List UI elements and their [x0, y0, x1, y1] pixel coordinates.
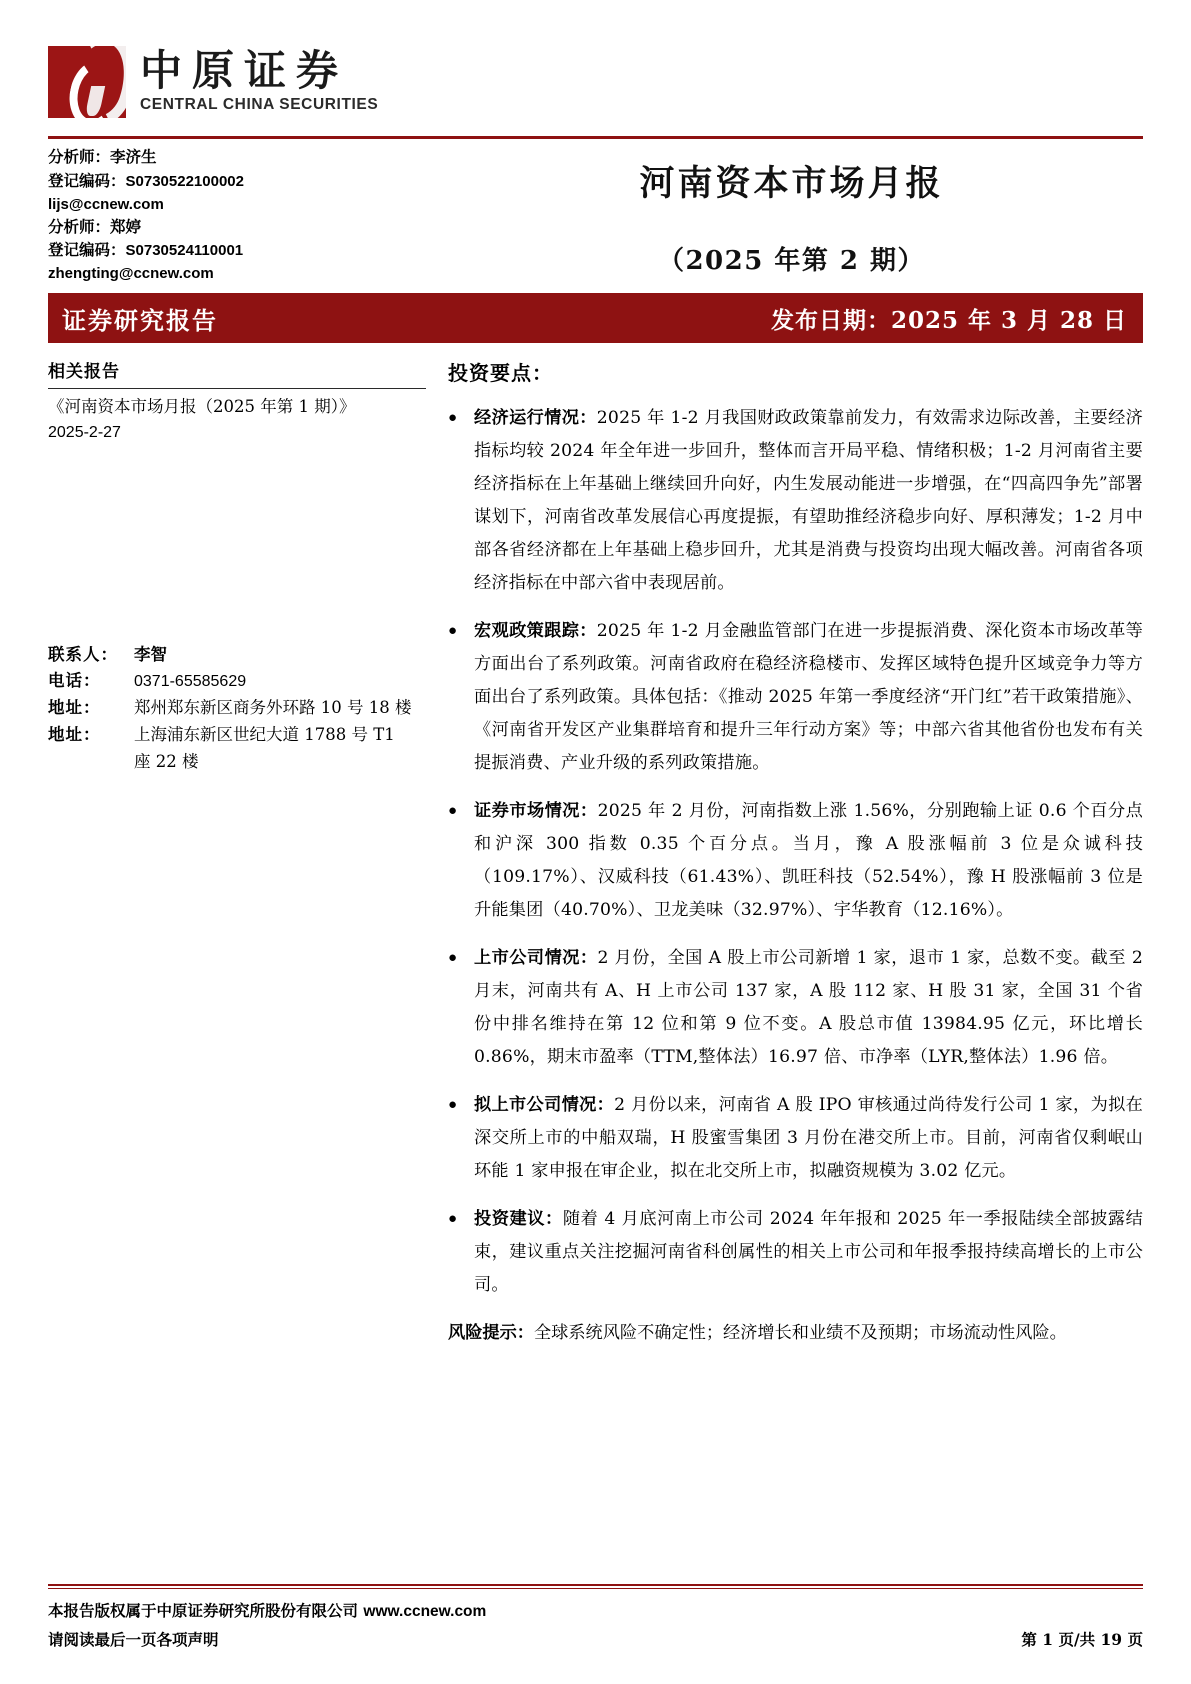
- contact-address1-row: [48, 695, 426, 722]
- contact-address1-value: 郑州郑东新区商务外环路 10 号 18 楼: [134, 698, 412, 718]
- highlight-text: [474, 1089, 1143, 1188]
- contact-address2-row: [48, 722, 426, 749]
- analyst-1-name: 李济生: [110, 147, 157, 166]
- investment-highlights-heading: 投资要点：: [448, 361, 553, 386]
- footer-disclaimer-note: 请阅读最后一页各项声明: [48, 1630, 219, 1649]
- analyst-1-code-row: [48, 170, 440, 194]
- footer-rule-thick: [48, 1584, 1143, 1586]
- footer-copyright-row: [48, 1599, 1143, 1621]
- publish-date: 发布日期：2025 年 3 月 28 日: [770, 306, 1127, 334]
- contact-phone-row: [48, 668, 426, 695]
- contact-phone-label: 电话：: [48, 671, 101, 691]
- contact-person-label: 联系人：: [48, 644, 118, 664]
- highlight-body: 2025 年 1-2 月我国财政政策靠前发力，有效需求边际改善，主要经济指标均较 2024 年全年进一步回升，整体而言开局平稳、情绪积极；1-2 月河南省主要经济指标在上年基础上继续回升向好，内生发展动能进一步增强，在“四高四争先”部署谋划下，河南省改革发展信心再度提振，有望助推经济稳步向好、厚积薄发；1-2 月中部各省经济都在上年基础上稳步回升，尤其是消费与投资均出现大幅改善。河南省各项经济指标在中部六省中表现居前。: [474, 408, 1143, 594]
- highlight-title: 拟上市公司情况：: [474, 1095, 615, 1116]
- logo-text: [140, 46, 379, 114]
- analyst-1-role: 分析师：: [48, 147, 111, 166]
- analyst-2-code-row: [48, 239, 440, 263]
- footer-copyright: 本报告版权属于中原证券研究所股份有限公司: [48, 1601, 359, 1620]
- risk-warning-body: 全球系统风险不确定性；经济增长和业绩不及预期；市场流动性风险。: [533, 1323, 1067, 1344]
- analyst-2-row: [48, 216, 440, 240]
- highlight-item: [448, 1203, 1143, 1302]
- header-rule: [48, 136, 1143, 139]
- contact-address2-continued: 座 22 楼: [134, 751, 199, 771]
- analyst-2-email[interactable]: zhengting@ccnew.com: [48, 265, 214, 283]
- bullet-dot-icon: ●: [448, 410, 458, 427]
- bullet-dot-icon: ●: [448, 803, 458, 820]
- sidebar: [48, 357, 440, 1350]
- footer-rule-thin: [48, 1588, 1143, 1589]
- highlight-title: 经济运行情况：: [474, 408, 597, 429]
- highlight-item: [448, 1089, 1143, 1188]
- risk-warning-title: 风险提示：: [448, 1323, 534, 1344]
- contact-address2-label: 地址：: [48, 724, 101, 744]
- company-logo: [48, 46, 378, 118]
- analyst-1-email[interactable]: lijs@ccnew.com: [48, 195, 164, 213]
- related-reports-heading: 相关报告: [48, 362, 120, 383]
- contact-address2-value: 上海浦东新区世纪大道 1788 号 T1: [134, 724, 395, 744]
- analyst-2-role: 分析师：: [48, 216, 111, 236]
- highlight-item: [448, 615, 1143, 780]
- bullet-dot-icon: ●: [448, 1097, 458, 1114]
- analyst-2-code: S0730524110001: [125, 242, 244, 260]
- masthead: [48, 0, 1143, 130]
- highlight-body: 随着 4 月底河南上市公司 2024 年年报和 2025 年一季报陆续全部披露结束，建议重点关注挖掘河南省科创属性的相关上市公司和年报季报持续高增长的上市公司。: [474, 1209, 1143, 1296]
- bullet-dot-icon: ●: [448, 1211, 458, 1228]
- highlight-title: 证券市场情况：: [474, 801, 598, 822]
- highlight-text: [474, 402, 1143, 600]
- analyst-block: [48, 146, 440, 285]
- identity-row: [48, 146, 1143, 285]
- page-footer: [48, 1584, 1143, 1650]
- contact-person-row: [48, 642, 426, 669]
- highlight-title: 投资建议：: [474, 1209, 563, 1230]
- analyst-1-code: S0730522100002: [125, 172, 244, 190]
- highlight-title: 宏观政策跟踪：: [474, 621, 597, 642]
- highlight-body: 2 月份，全国 A 股上市公司新增 1 家，退市 1 家，总数不变。截至 2 月末，河南共有 A、H 上市公司 137 家，A 股 112 家、H 股 31 家，全国 31 个省份中排名维持在第 12 位和第 9 位不变。A 股总市值 13984.95 亿元，环比增长 0.86%，期末市盈率（TTM,整体法）16.97 倍、市净率（LYR,整体法）1.96 倍。: [474, 948, 1144, 1068]
- logo-name-en: CENTRAL CHINA SECURITIES: [140, 95, 379, 113]
- risk-warning: [448, 1317, 1143, 1350]
- highlight-title: 上市公司情况：: [474, 948, 598, 969]
- footer-bottom-row: [48, 1628, 1143, 1650]
- sidebar-divider: [48, 388, 426, 389]
- highlight-text: [474, 795, 1143, 927]
- related-report-link[interactable]: 《河南资本市场月报（2025 年第 1 期）》: [48, 397, 356, 417]
- highlight-item: [448, 795, 1143, 927]
- logo-name-cn: 中原证券: [140, 46, 349, 96]
- title-block: [440, 146, 1143, 277]
- analyst-1-code-label: 登记编码：: [48, 170, 126, 190]
- bullet-dot-icon: ●: [448, 623, 458, 640]
- analyst-2-code-label: 登记编码：: [48, 240, 126, 260]
- highlight-item: [448, 942, 1143, 1074]
- analyst-1-row: [48, 146, 440, 170]
- highlight-body: 2025 年 2 月份，河南指数上涨 1.56%，分别跑输上证 0.6 个百分点和沪深 300 指数 0.35 个百分点。当月，豫 A 股涨幅前 3 位是众诚科技（109.17%）、汉威科技（61.43%）、凯旺科技（52.54%），豫 H 股涨幅前 3 位是升能集团（40.70%）、卫龙美味（32.97%）、宇华教育（12.16%）。: [474, 801, 1143, 921]
- footer-url[interactable]: www.ccnew.com: [363, 1603, 487, 1620]
- report-type-band: [48, 293, 1143, 343]
- contact-person-name: 李智: [134, 644, 167, 664]
- page-title: 河南资本市场月报: [639, 163, 944, 204]
- issue-number: （2025 年第 2 期）: [657, 246, 926, 276]
- main-column: [440, 357, 1143, 1350]
- highlight-body: 2025 年 1-2 月金融监管部门在进一步提振消费、深化资本市场改革等方面出台了系列政策。河南省政府在稳经济稳楼市、发挥区域特色提升区域竞争力等方面出台了系列政策。具体包括：《推动 2025 年第一季度经济“开门红”若干政策措施》、《河南省开发区产业集群培育和提升三年行动方案》等；中部六省其他省份也发布有关提振消费、产业升级的系列政策措施。: [474, 621, 1143, 774]
- highlight-item: [448, 402, 1143, 600]
- content-columns: [48, 357, 1143, 1350]
- report-type-label: 证券研究报告: [62, 305, 218, 335]
- highlight-text: [474, 1203, 1143, 1302]
- highlight-text: [474, 615, 1143, 780]
- logo-mark-icon: [48, 46, 126, 118]
- page-number: 第 1 页/共 19 页: [1021, 1630, 1143, 1649]
- contact-phone-value[interactable]: 0371-65585629: [134, 673, 247, 691]
- related-report-date: 2025-2-27: [48, 423, 121, 441]
- highlight-body: 2 月份以来，河南省 A 股 IPO 审核通过尚待发行公司 1 家，为拟在深交所上市的中船双瑞，H 股蜜雪集团 3 月份在港交所上市。目前，河南省仅剩岷山环能 1 家申报在审企业，拟在北交所上市，拟融资规模为 3.02 亿元。: [474, 1095, 1144, 1182]
- contact-block: [48, 642, 426, 776]
- bullet-dot-icon: ●: [448, 950, 458, 967]
- analyst-2-name: 郑婷: [110, 216, 142, 236]
- contact-address1-label: 地址：: [48, 698, 101, 718]
- highlight-text: [474, 942, 1143, 1074]
